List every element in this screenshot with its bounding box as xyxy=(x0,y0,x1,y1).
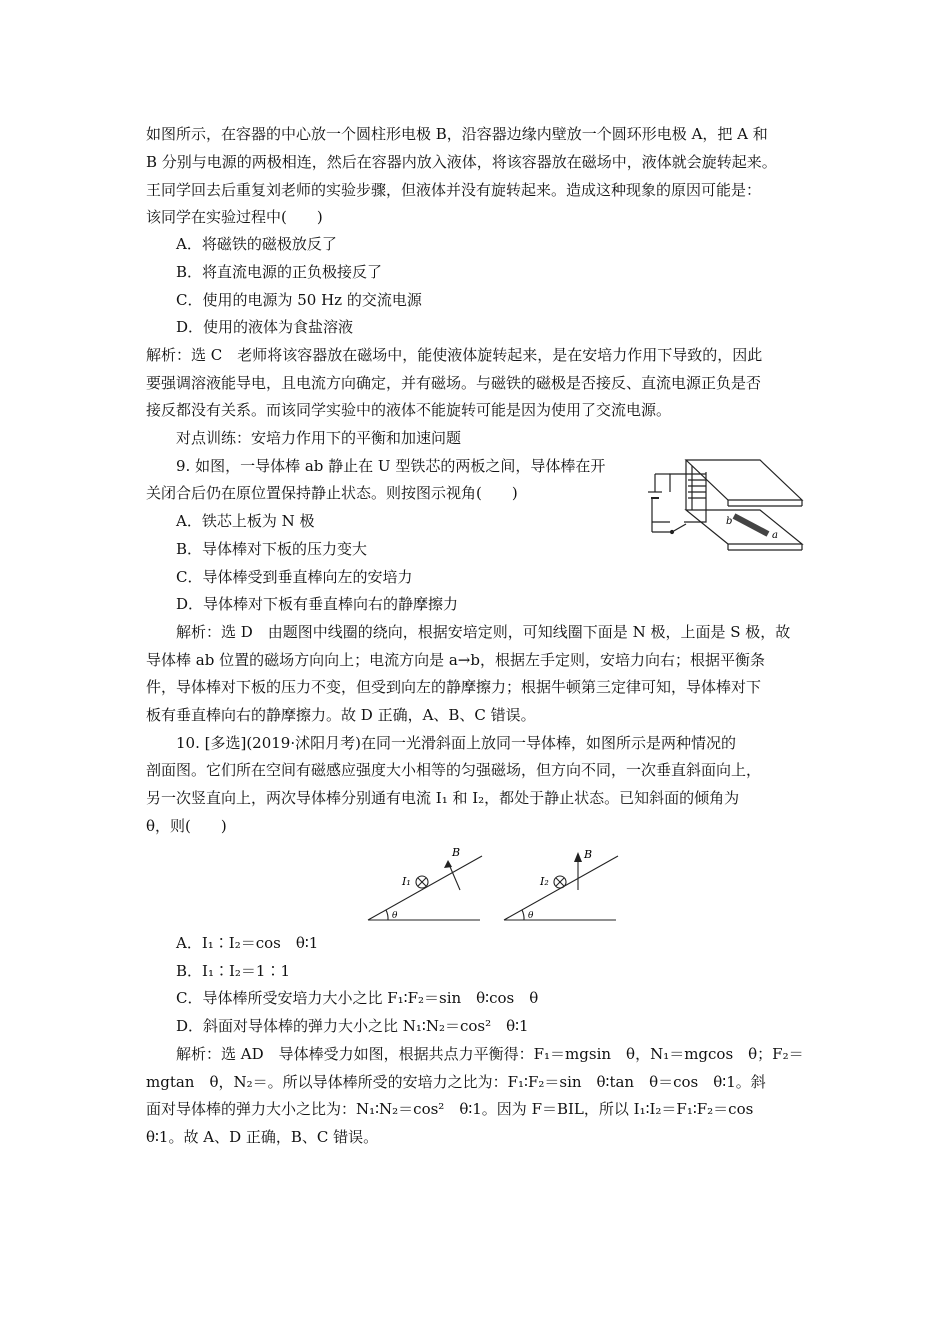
inclined-planes-figure xyxy=(364,840,624,926)
analysis-line: θ∶1。故 A、D 正确，B、C 错误。 xyxy=(146,1128,379,1146)
question-10-stem: 另一次竖直向上，两次导体棒分别通有电流 I₁ 和 I₂，都处于静止状态。已知斜面的倾角为 xyxy=(146,789,740,807)
analysis-line: 导体棒 ab 位置的磁场方向向上；电流方向是 a→b，根据左手定则，安培力向右；根据平衡条 xyxy=(146,651,765,669)
analysis-line: 板有垂直棒向右的静摩擦力。故 D 正确，A、B、C 错误。 xyxy=(146,706,536,724)
analysis-line: 面对导体棒的弹力大小之比为：N₁∶N₂＝cos² θ∶1。因为 F＝BIL，所以 I₁∶I₂＝F₁∶F₂＝cos xyxy=(146,1100,754,1118)
current-label-left: I₁ xyxy=(402,875,411,888)
option-d: D．导体棒对下板有垂直棒向右的静摩擦力 xyxy=(176,595,459,613)
angle-label-right: θ xyxy=(528,911,534,921)
analysis-line: mgtan θ，N₂＝。所以导体棒所受的安培力之比为：F₁∶F₂＝sin θ∶tan θ＝cos θ∶1。斜 xyxy=(146,1073,766,1091)
option-c: C．导体棒所受安培力大小之比 F₁∶F₂＝sin θ∶cos θ xyxy=(176,989,539,1007)
rod-label-a: a xyxy=(772,530,778,541)
analysis-line: 要强调溶液能导电，且电流方向确定，并有磁场。与磁铁的磁极是否接反、直流电源正负是否 xyxy=(146,374,762,392)
option-a: A．I₁∶I₂＝cos θ∶1 xyxy=(176,934,319,952)
section-heading: 对点训练：安培力作用下的平衡和加速问题 xyxy=(176,429,462,447)
analysis-line: 解析：选 C 老师将该容器放在磁场中，能使液体旋转起来，是在安培力作用下导致的，因此 xyxy=(146,346,763,364)
option-b: B．将直流电源的正负极接反了 xyxy=(176,263,383,281)
option-c: C．导体棒受到垂直棒向左的安培力 xyxy=(176,568,413,586)
option-d: D．使用的液体为食盐溶液 xyxy=(176,318,354,336)
question-9-stem: 关闭合后仍在原位置保持静止状态。则按图示视角( ) xyxy=(146,484,518,502)
option-b: B．导体棒对下板的压力变大 xyxy=(176,540,368,558)
analysis-line: 件，导体棒对下板的压力不变，但受到向左的静摩擦力；根据牛顿第三定律可知，导体棒对下 xyxy=(146,678,762,696)
text-line: 王同学回去后重复刘老师的实验步骤，但液体并没有旋转起来。造成这种现象的原因可能是： xyxy=(146,181,762,199)
question-10-stem: 剖面图。它们所在空间有磁感应强度大小相等的匀强磁场，但方向不同，一次垂直斜面向上， xyxy=(146,761,762,779)
option-b: B．I₁∶I₂＝1∶1 xyxy=(176,962,290,980)
option-c: C．使用的电源为 50 Hz 的交流电源 xyxy=(176,291,422,309)
angle-label-left: θ xyxy=(392,911,398,921)
option-a: A．将磁铁的磁极放反了 xyxy=(176,235,337,253)
question-10-stem: 10. [多选](2019·沭阳月考)在同一光滑斜面上放同一导体棒，如图所示是两种情况的 xyxy=(176,734,736,752)
field-label-right: B xyxy=(584,848,593,861)
u-core-figure xyxy=(648,452,808,556)
option-a: A．铁芯上板为 N 极 xyxy=(176,512,315,530)
text-line: 如图所示，在容器的中心放一个圆柱形电极 B，沿容器边缘内壁放一个圆环形电极 A，把 A 和 xyxy=(146,125,768,143)
analysis-line: 解析：选 AD 导体棒受力如图，根据共点力平衡得：F₁＝mgsin θ，N₁＝mgcos θ；F₂＝ xyxy=(176,1045,804,1063)
analysis-line: 解析：选 D 由题图中线圈的绕向，根据安培定则，可知线圈下面是 N 极，上面是 S 极，故 xyxy=(176,623,791,641)
current-label-right: I₂ xyxy=(540,875,549,888)
option-d: D．斜面对导体棒的弹力大小之比 N₁∶N₂＝cos² θ∶1 xyxy=(176,1017,529,1035)
question-10-stem: θ，则( ) xyxy=(146,817,227,835)
question-9-stem: 9. 如图，一导体棒 ab 静止在 U 型铁芯的两板之间，导体棒在开 xyxy=(176,457,606,475)
text-line: B 分别与电源的两极相连，然后在容器内放入液体，将该容器放在磁场中，液体就会旋转起来。 xyxy=(146,153,777,171)
analysis-line: 接反都没有关系。而该同学实验中的液体不能旋转可能是因为使用了交流电源。 xyxy=(146,401,672,419)
rod-label-b: b xyxy=(726,516,733,527)
field-label-left: B xyxy=(452,846,461,859)
text-line: 该同学在实验过程中( ) xyxy=(146,208,323,226)
